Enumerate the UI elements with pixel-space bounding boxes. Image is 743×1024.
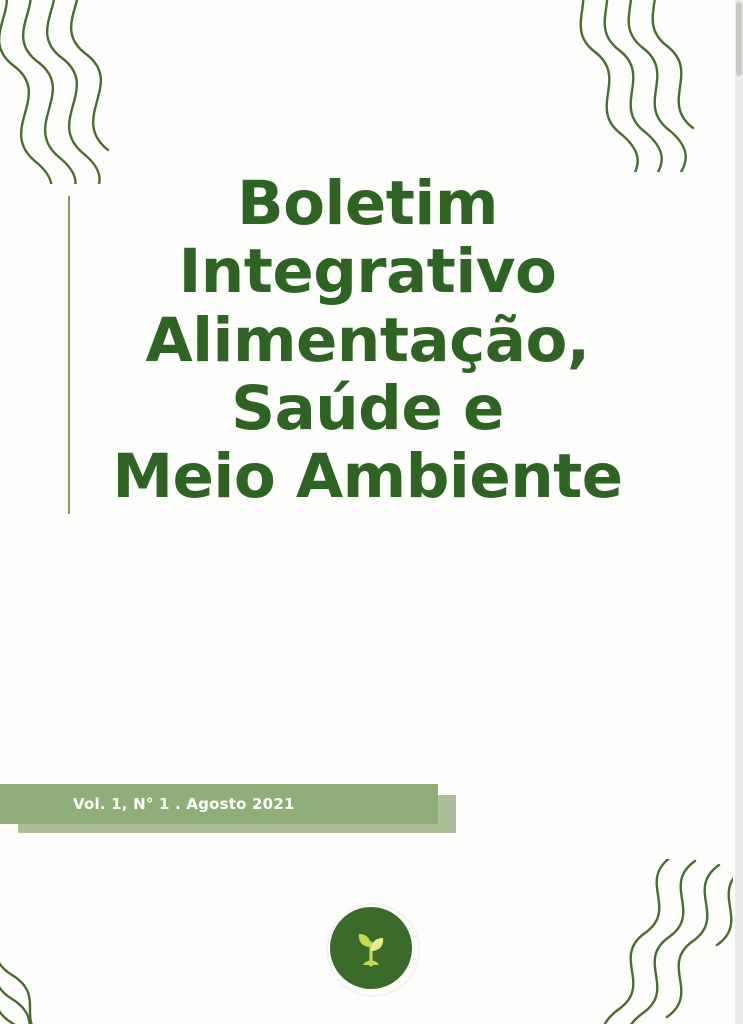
title-line-3: Alimentação, <box>145 304 590 376</box>
title-line-2: Integrativo <box>178 236 557 308</box>
issue-banner <box>0 784 438 824</box>
wave-decoration-bottom-right-icon <box>563 859 733 1024</box>
logo <box>330 907 412 989</box>
wave-decoration-top-left-icon <box>0 0 196 184</box>
title-line-4: Saúde e <box>231 372 504 444</box>
sprout-leaf-icon <box>348 925 394 971</box>
title-line-1: Boletim <box>237 168 498 239</box>
issue-label: Vol. 1, N° 1 . Agosto 2021 <box>73 795 295 813</box>
page-title <box>0 170 735 512</box>
wave-decoration-top-right-icon <box>559 0 729 172</box>
title-line-5: Meio Ambiente <box>112 441 623 513</box>
scrollbar-thumb[interactable] <box>736 2 742 76</box>
vertical-scrollbar[interactable] <box>735 0 743 1024</box>
wave-decoration-bottom-left-icon <box>0 861 167 1024</box>
